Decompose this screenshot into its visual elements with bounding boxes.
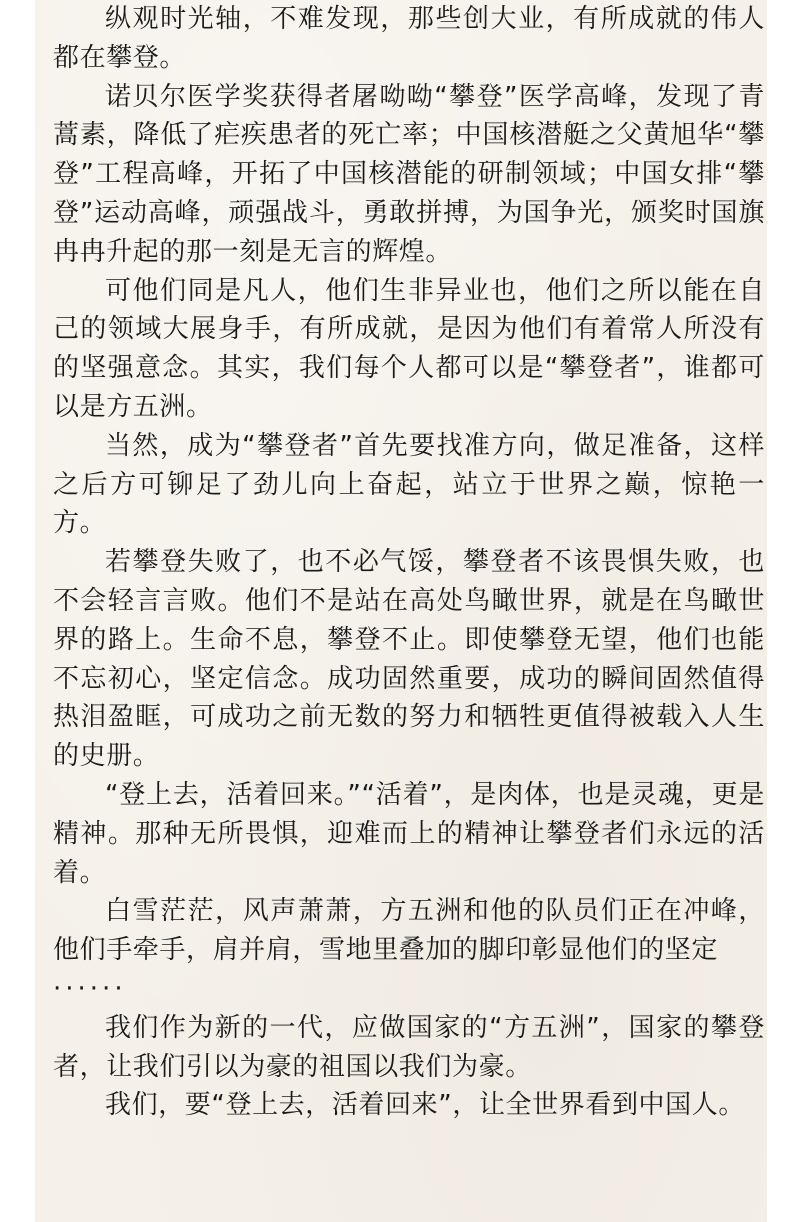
paragraph-9: 我们，要“登上去，活着回来”，让全世界看到中国人。 <box>105 1090 745 1121</box>
essay-body <box>53 0 765 1125</box>
paragraph-7: 白雪茫茫，风声萧萧，方五洲和他的队员们正在冲峰，他们手牵手，肩并肩，雪地里叠加的脚印彰显他们的坚定 <box>53 896 765 966</box>
paragraph-1: 纵观时光轴，不难发现，那些创大业，有所成就的伟人都在攀登。 <box>53 4 765 73</box>
paragraph-5: 若攀登失败了，也不必气馁，攀登者不该畏惧失败，也不会轻言言败。他们不是站在高处鸟瞰世界，就是在鸟瞰世界的路上。生命不息，攀登不止。即使攀登无望，他们也能不忘初心，坚定信念。成功固然重要，成功的瞬间固然值得热泪盈眶，可成功之前无数的努力和牺牲更值得被载入人生的史册。 <box>53 547 765 772</box>
ellipsis-line: ······ <box>53 973 127 1004</box>
paper-background <box>35 0 767 1222</box>
paragraph-4: 当然，成为“攀登者”首先要找准方向，做足准备，这样之后方可铆足了劲儿向上奋起，站立于世界之巅，惊艳一方。 <box>53 430 765 539</box>
paragraph-2: 诺贝尔医学奖获得者屠呦呦“攀登”医学高峰，发现了青蒿素，降低了疟疾患者的死亡率；中国核潜艇之父黄旭华“攀登”工程高峰，开拓了中国核潜能的研制领域；中国女排“攀登”运动高峰，顽强战斗，勇敢拼搏，为国争光，颁奖时国旗冉冉升起的那一刻是无言的辉煌。 <box>53 81 765 267</box>
paragraph-6: “登上去，活着回来。”“活着”，是肉体，也是灵魂，更是精神。那种无所畏惧，迎难而上的精神让攀登者们永远的活着。 <box>53 779 765 888</box>
paragraph-8: 我们作为新的一代，应做国家的“方五洲”，国家的攀登者，让我们引以为豪的祖国以我们为豪。 <box>53 1012 765 1082</box>
paragraph-3: 可他们同是凡人，他们生非异业也，他们之所以能在自己的领域大展身手，有所成就，是因为他们有着常人所没有的坚强意念。其实，我们每个人都可以是“攀登者”，谁都可以是方五洲。 <box>53 275 765 422</box>
